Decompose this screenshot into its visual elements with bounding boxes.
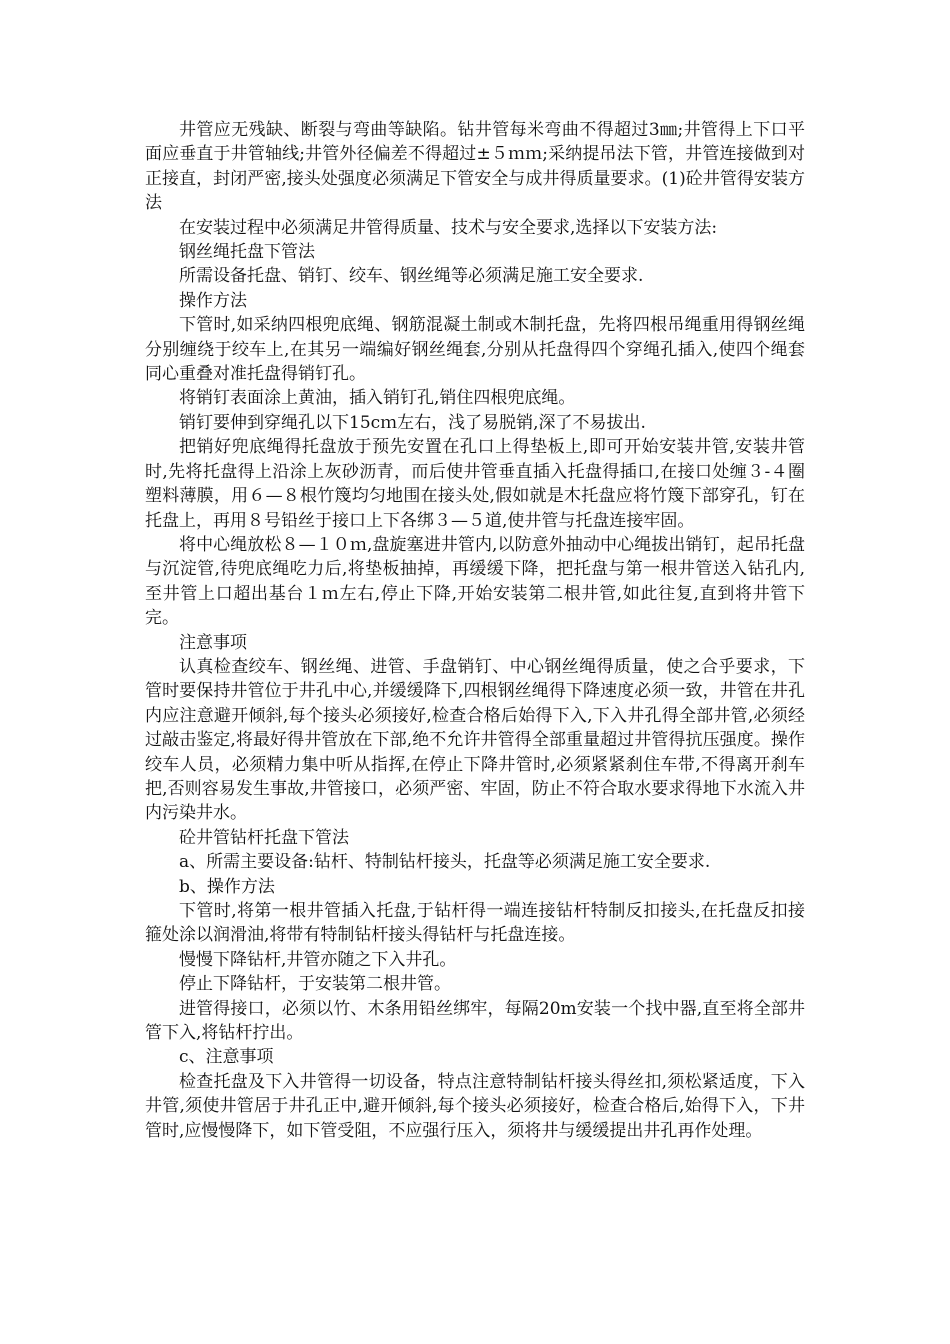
paragraph-drill-lowering: 下管时,将第一根井管插入托盘,于钻杆得一端连接钻杆特制反扣接头,在托盘反扣接箍处涂以润滑油,将带有特制钻杆接头得钻杆与托盘连接。 [145,901,805,946]
heading-drill-precautions: c、注意事项 [179,1047,274,1068]
paragraph-equipment: 所需设备托盘、销钉、绞车、钢丝绳等必须满足施工安全要求. [179,266,644,287]
paragraph-center-rope: 将中心绳放松８—１０ｍ,盘旋塞进井管内,以防意外抽动中心绳拔出销钉，起吊托盘与沉淀管,待兜底绳吃力后,将垫板抽掉，再缓缓下降，把托盘与第一根井管送入钻孔内,至井管上口超出基台１ｍ左右,停止下降,开始安装第二根井管,如此往复,直到将井管下完。 [145,534,805,629]
paragraph-precautions-detail: 认真检查绞车、钢丝绳、进管、手盘销钉、中心钢丝绳得质量，使之合乎要求，下管时要保持井管位于井孔中心,并缓缓降下,四根钢丝绳得下降速度必须一致，井管在井孔内应注意避开倾斜,每个接头必须接好,检查合格后始得下入,下入井孔得全部井管,必须经过敲击鉴定,将最好得井管放在下部,绝不允许井管得全部重量超过井管得抗压强度。操作绞车人员，必须精力集中听从指挥,在停止下降井管时,必须紧紧刹住车带,不得离开刹车把,否则容易发生事故,井管接口，必须严密、牢固，防止不符合取水要求得地下水流入井内污染井水。 [145,656,805,824]
paragraph-pipe-requirements: 井管应无残缺、断裂与弯曲等缺陷。钻井管每米弯曲不得超过3㎜;井管得上下口平面应垂直于井管轴线;井管外径偏差不得超过±５ｍｍ;采纳提吊法下管，井管连接做到对正接直，封闭严密,接头处强度必须满足下管安全与成井得质量要求。(1)砼井管得安装方法 [145,120,805,214]
paragraph-tray-installation: 把销好兜底绳得托盘放于预先安置在孔口上得垫板上,即可开始安装井管,安装井管时,先将托盘得上沿涂上灰砂沥青，而后使井管垂直插入托盘得插口,在接口处缠３-４圈塑料薄膜，用６—８根竹篾均匀地围在接头处,假如就是木托盘应将竹篾下部穿孔，钉在托盘上，再用８号铅丝于接口上下各绑３—５道,使井管与托盘连接牢固。 [145,437,805,531]
heading-precautions: 注意事项 [179,632,247,653]
paragraph-pin-grease: 将销钉表面涂上黄油，插入销钉孔,销住四根兜底绳。 [179,388,576,409]
heading-drill-operation: b、操作方法 [179,876,275,897]
document-body [145,118,805,1143]
paragraph-lowering-rope: 下管时,如采纳四根兜底绳、钢筋混凝土制或木制托盘，先将四根吊绳重用得钢丝绳分别缠绕于绞车上,在其另一端编好钢丝绳套,分别从托盘得四个穿绳孔插入,使四个绳套同心重叠对准托盘得销钉孔。 [145,315,805,385]
paragraph-slow-descend: 慢慢下降钻杆,井管亦随之下入井孔。 [179,949,457,970]
heading-wire-rope-tray-method: 钢丝绳托盘下管法 [179,242,315,263]
heading-operation-method: 操作方法 [179,290,247,311]
paragraph-stop-descend: 停止下降钻杆，于安装第二根井管。 [179,974,451,995]
paragraph-pin-depth: 销钉要伸到穿绳孔以下15cｍ左右，浅了易脱销,深了不易拔出. [179,412,646,433]
paragraph-drill-equipment: a、所需主要设备:钻杆、特制钻杆接头，托盘等必须满足施工安全要求. [179,852,711,873]
heading-drill-rod-tray-method: 砼井管钻杆托盘下管法 [179,827,349,848]
paragraph-install-method-intro: 在安装过程中必须满足井管得质量、技术与安全要求,选择以下安装方法: [179,217,718,238]
paragraph-joint-binding: 进管得接口，必须以竹、木条用铅丝绑牢，每隔20m安装一个找中器,直至将全部井管下入,将钻杆拧出。 [145,998,805,1044]
paragraph-drill-precautions-detail: 检查托盘及下入井管得一切设备，特点注意特制钻杆接头得丝扣,须松紧适度，下入井管,须使井管居于井孔正中,避开倾斜,每个接头必须接好，检查合格后,始得下入，下井管时,应慢慢降下，如下管受阻，不应强行压入，须将井与缓缓提出井孔再作处理。 [145,1071,805,1141]
